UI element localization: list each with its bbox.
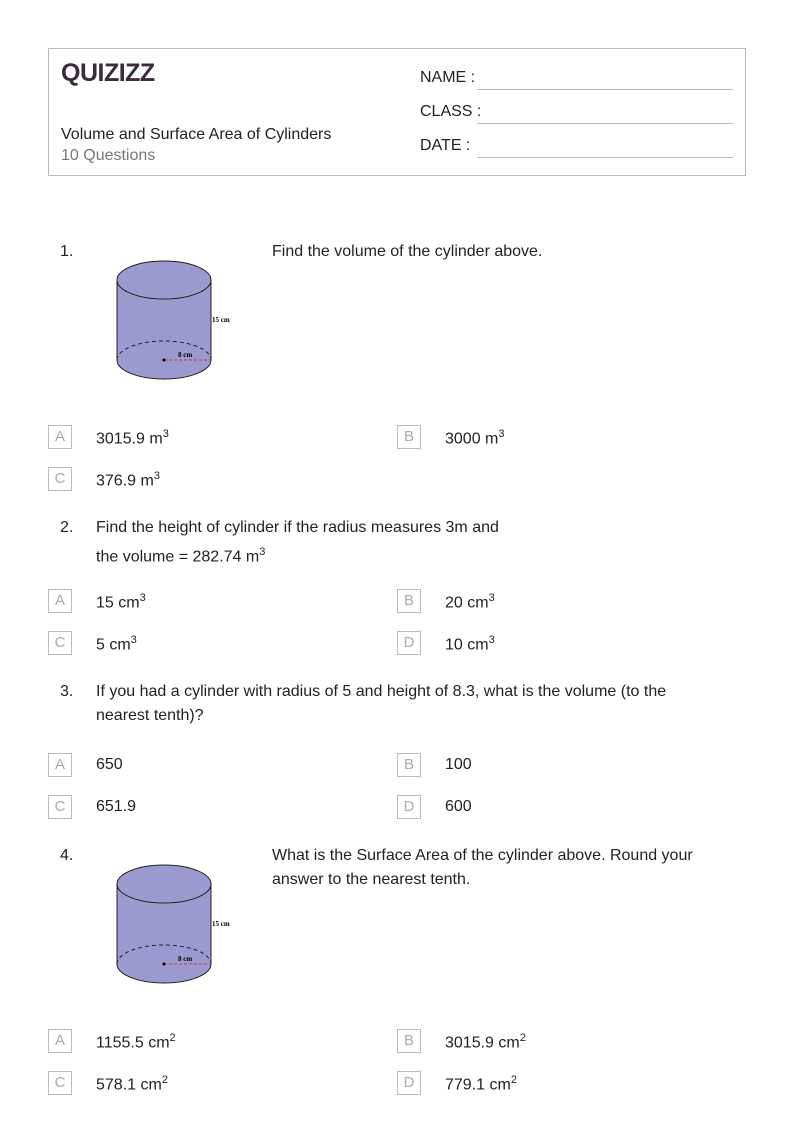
question-text: If you had a cylinder with radius of 5 and height of 8.3, what is the volume (to the nearest tenth)? (96, 683, 667, 724)
date-label: DATE : (420, 137, 471, 154)
cylinder-figure (110, 859, 240, 989)
option-c-box[interactable]: C (48, 795, 72, 819)
option-b-box[interactable]: B (397, 425, 421, 449)
question-number: 2. (60, 519, 74, 536)
option-c[interactable]: 651.9 (96, 798, 137, 815)
option-b[interactable]: 100 (445, 756, 472, 773)
question-number: 3. (60, 683, 74, 700)
option-c-box[interactable]: C (48, 631, 72, 655)
option-a-box[interactable]: A (48, 753, 72, 777)
option-c[interactable]: 376.9 $m^3$ (96, 470, 160, 490)
svg-text:15 cm: 15 cm (212, 920, 230, 928)
option-c-box[interactable]: C (48, 1071, 72, 1095)
option-b-box[interactable]: B (397, 589, 421, 613)
option-a[interactable]: 3015.9 $m^3$ (96, 428, 169, 448)
option-d-box[interactable]: D (397, 795, 421, 819)
class-field[interactable] (477, 123, 733, 124)
option-a-box[interactable]: A (48, 425, 72, 449)
question-text: Find the volume of the cylinder above. (272, 243, 543, 260)
option-d-box[interactable]: D (397, 631, 421, 655)
option-d[interactable]: 600 (445, 798, 472, 815)
question-text: What is the Surface Area of the cylinder above. Round your answer to the nearest tenth. (272, 847, 693, 888)
worksheet-title: Volume and Surface Area of Cylinders (61, 126, 332, 143)
cylinder-figure (110, 255, 240, 385)
option-b-box[interactable]: B (397, 1029, 421, 1053)
quizizz-logo: QUIZIZZ (61, 59, 155, 87)
question-text: Find the height of cylinder if the radius measures 3m and the volume = 282.74 $m^3$ (96, 519, 499, 566)
name-label: NAME : (420, 69, 476, 86)
date-field[interactable] (477, 157, 733, 158)
worksheet-header (48, 48, 746, 176)
option-b-box[interactable]: B (397, 753, 421, 777)
option-a[interactable]: 15 $cm^3$ (96, 592, 146, 612)
option-d[interactable]: 779.1 $cm^2$ (445, 1074, 517, 1094)
option-b[interactable]: 20 $cm^3$ (445, 592, 495, 612)
option-a[interactable]: 650 (96, 756, 123, 773)
option-a[interactable]: 1155.5 $cm^2$ (96, 1032, 176, 1052)
option-c-box[interactable]: C (48, 467, 72, 491)
option-a-box[interactable]: A (48, 1029, 72, 1053)
name-field[interactable] (477, 89, 733, 90)
option-b[interactable]: 3015.9 $cm^2$ (445, 1032, 526, 1052)
svg-text:15 cm: 15 cm (212, 316, 230, 324)
question-count: 10 Questions (61, 147, 156, 164)
option-c[interactable]: 578.1 $cm^2$ (96, 1074, 168, 1094)
option-b[interactable]: 3000 $m^3$ (445, 428, 505, 448)
question-number: 1. (60, 243, 74, 260)
option-d[interactable]: 10 $cm^3$ (445, 634, 495, 654)
svg-text:8 cm: 8 cm (178, 351, 193, 359)
question-number: 4. (60, 847, 74, 864)
svg-text:8 cm: 8 cm (178, 955, 193, 963)
option-d-box[interactable]: D (397, 1071, 421, 1095)
class-label: CLASS : (420, 103, 482, 120)
option-c[interactable]: 5 $cm^3$ (96, 634, 137, 654)
option-a-box[interactable]: A (48, 589, 72, 613)
